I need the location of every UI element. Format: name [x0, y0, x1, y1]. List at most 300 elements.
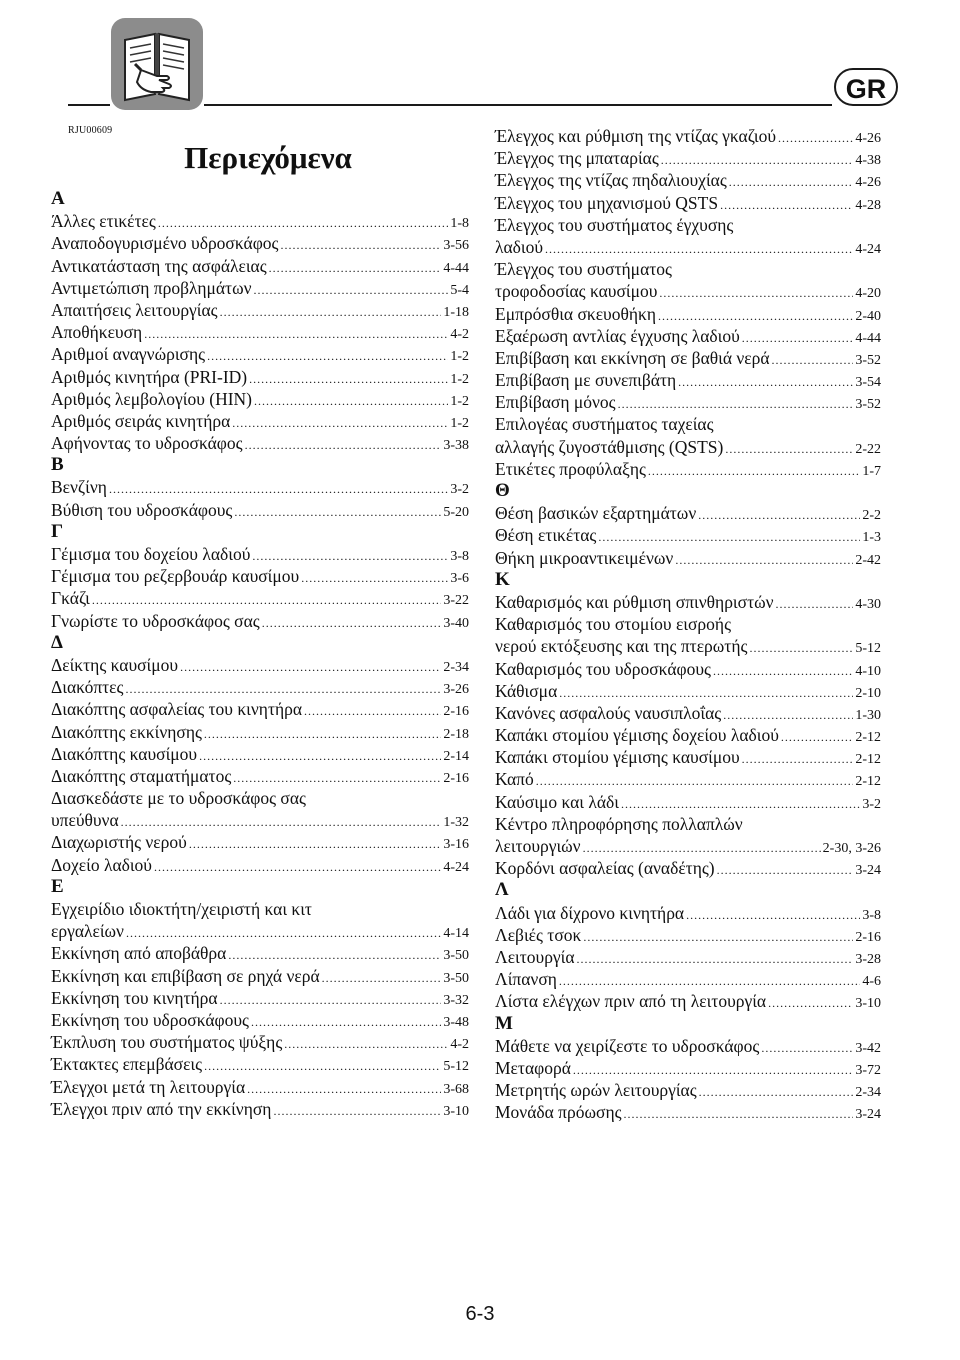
index-entry-page: 3-6 [450, 571, 469, 587]
dot-leader [686, 904, 860, 926]
index-entry-title: Αριθμοί αναγνώρισης [51, 344, 206, 365]
dot-leader [659, 282, 853, 304]
dot-leader [301, 567, 448, 589]
index-entry-title: Εκκίνηση και επιβίβαση σε ρηχά νερά [51, 965, 320, 986]
index-entry-page: 3-50 [443, 948, 469, 964]
index-entry [51, 942, 469, 964]
index-entry-title: Επιβίβαση και εκκίνηση σε βαθιά νερά [495, 347, 770, 368]
index-entry-title: Γκάζι [51, 588, 90, 609]
index-entry [495, 458, 881, 480]
dot-leader [207, 345, 448, 367]
dot-leader [559, 682, 853, 704]
index-entry-title: Μεταφορά [495, 1057, 571, 1078]
index-entry-page: 2-34 [443, 659, 469, 675]
index-entry-title: Λίστα ελέγχων πριν από τη λειτουργία [495, 991, 767, 1012]
index-entry-page: 2-16 [443, 704, 469, 720]
index-entry [495, 547, 881, 569]
index-entry-title: Αριθμός σειράς κινητήρα [51, 410, 231, 431]
index-entry [51, 432, 469, 454]
index-entry [51, 210, 469, 232]
index-entry-page: 1-7 [862, 463, 881, 479]
index-entry-title: Διακόπτης εκκίνησης [51, 721, 202, 742]
index-entry-title: Κανόνες ασφαλούς ναυσιπλοΐας [495, 702, 722, 723]
index-entry-page: 1-18 [443, 304, 469, 320]
dot-leader [778, 127, 853, 149]
dot-leader [232, 412, 448, 434]
index-entry-page: 1-2 [450, 349, 469, 365]
index-entry [51, 743, 469, 765]
dot-leader [720, 194, 853, 216]
dot-leader [678, 371, 853, 393]
index-entry [495, 303, 881, 325]
document-code: RJU00609 [68, 125, 113, 136]
index-entry-title: Θέση βασικών εξαρτημάτων [495, 503, 697, 524]
dot-leader [717, 859, 854, 881]
index-entry [51, 255, 469, 277]
dot-leader [109, 478, 448, 500]
index-entry-page: 3-8 [862, 907, 881, 923]
dot-leader [254, 279, 449, 301]
index-entry-page: 3-28 [855, 951, 881, 967]
dot-leader [725, 438, 853, 460]
index-entry-title: Έκτακτες επεμβάσεις [51, 1054, 203, 1075]
index-entry [495, 902, 881, 924]
dot-leader [144, 323, 448, 345]
index-entry-page: 2-12 [855, 730, 881, 746]
index-entry-page: 1-30 [855, 707, 881, 723]
index-entry [495, 325, 881, 347]
index-entry-title: υπεύθυνα [51, 810, 119, 831]
index-entry-title: Δείκτης καυσίμου [51, 654, 179, 675]
index-entry-title: Έλεγχοι μετά τη λειτουργία [51, 1076, 246, 1097]
index-entry [51, 343, 469, 365]
index-entry [51, 1076, 469, 1098]
index-entry-title: Εμπρόσθια σκευοθήκη [495, 303, 656, 324]
index-entry [495, 1057, 881, 1079]
dot-leader [661, 149, 854, 171]
index-entry [51, 277, 469, 299]
index-entry-page: 4-44 [855, 330, 881, 346]
index-entry-title: Βύθιση του υδροσκάφους [51, 499, 233, 520]
dot-leader [92, 589, 441, 611]
index-entry-page: 4-6 [862, 974, 881, 990]
index-entry-title: Αντικατάσταση της ασφάλειας [51, 255, 267, 276]
index-entry [51, 721, 469, 743]
index-entry [51, 543, 469, 565]
dot-leader [273, 1100, 441, 1122]
index-entry-title: λαδιού [495, 236, 544, 257]
index-entry-continued-line: Κέντρο πληροφόρησης πολλαπλών [495, 813, 743, 834]
index-entry [495, 192, 881, 214]
index-entry-page: 2-30, 3-26 [822, 841, 881, 856]
dot-leader [125, 678, 441, 700]
index-entry [51, 1098, 469, 1120]
index-entry-page: 3-50 [443, 970, 469, 986]
index-entry-page: 5-20 [443, 504, 469, 520]
index-entry-title: Διακόπτης ασφαλείας του κινητήρα [51, 699, 303, 720]
page-number: 6-3 [465, 1303, 495, 1325]
index-entry-title: Αποθήκευση [51, 322, 143, 343]
index-entry-continued-line: Έλεγχος του συστήματος έγχυσης [495, 214, 734, 235]
index-entry-title: Κορδόνι ασφαλείας (αναδέτης) [495, 858, 715, 879]
index-entry-title: Διακόπτης καυσίμου [51, 743, 198, 764]
index-entry-page: 3-16 [443, 837, 469, 853]
index-entry [51, 809, 469, 831]
index-entry [51, 587, 469, 609]
index-entry [51, 499, 469, 521]
index-entry-title: Άλλες ετικέτες [51, 211, 156, 232]
index-column-right [495, 125, 881, 1123]
dot-leader [776, 593, 854, 615]
dot-leader [583, 926, 853, 948]
index-entry-title: Έλεγχος της μπαταρίας [495, 148, 659, 169]
index-entry-page: 3-68 [443, 1081, 469, 1097]
index-entry-page: 3-54 [855, 375, 881, 391]
dot-leader [126, 922, 441, 944]
index-entry-title: Μάθετε να χειρίζεστε το υδροσκάφος [495, 1035, 760, 1056]
dot-leader [180, 656, 441, 678]
index-section-letter: Ε [51, 875, 64, 897]
index-entry-page: 3-40 [443, 615, 469, 631]
index-entry [51, 366, 469, 388]
dot-leader [233, 767, 441, 789]
index-entry [495, 280, 881, 302]
index-entry-title: Επιβίβαση μόνος [495, 392, 616, 413]
dot-leader [772, 349, 854, 371]
dot-leader [675, 549, 853, 571]
index-entry-title: λειτουργιών [495, 836, 581, 856]
index-entry [495, 591, 881, 613]
index-entry-title: Κάθισμα [495, 680, 558, 701]
index-entry-title: Καπό [495, 769, 534, 790]
index-entry-title: Αναποδογυρισμένο υδροσκάφος [51, 233, 279, 254]
dot-leader [280, 234, 441, 256]
index-entry-title: Λειτουργία [495, 946, 575, 967]
dot-leader [304, 700, 441, 722]
index-entry-title: Έλεγχος της ντίζας πηδαλιουχίας [495, 170, 727, 191]
index-entry-page: 3-38 [443, 438, 469, 454]
index-entry [495, 680, 881, 702]
index-entry [495, 768, 881, 790]
dot-leader [761, 1037, 853, 1059]
dot-leader [234, 501, 441, 523]
dot-leader [781, 726, 853, 748]
dot-leader [220, 989, 442, 1011]
index-entry [51, 765, 469, 787]
index-entry-title: Μετρητής ωρών λειτουργίας [495, 1080, 697, 1101]
index-entry [495, 946, 881, 968]
index-entry-page: 2-34 [855, 1085, 881, 1101]
index-entry [51, 965, 469, 987]
dot-leader [577, 948, 854, 970]
index-entry-page: 4-26 [855, 131, 881, 146]
index-entry-title: Επιβίβαση με συνεπιβάτη [495, 370, 677, 391]
index-entry-title: Γέμισμα του δοχείου λαδιού [51, 544, 251, 564]
index-entry [51, 410, 469, 432]
dot-leader [284, 1033, 448, 1055]
header-rule-left [68, 104, 110, 106]
index-entry-page: 4-10 [855, 663, 881, 679]
dot-leader [220, 301, 442, 323]
index-entry [495, 502, 881, 524]
index-entry-page: 3-42 [855, 1040, 881, 1056]
index-entry-title: Καθαρισμός του υδροσκάφους [495, 658, 711, 679]
index-entry-page: 4-14 [443, 926, 469, 942]
index-entry-page: 1-8 [450, 216, 469, 232]
index-entry-continued-line: Διασκεδάστε με το υδροσκάφος σας [51, 788, 306, 809]
index-entry-page: 3-2 [862, 796, 881, 812]
dot-leader [583, 837, 821, 859]
index-entry [51, 698, 469, 720]
index-entry [495, 369, 881, 391]
index-entry [495, 702, 881, 724]
index-entry-title: Εκκίνηση του κινητήρα [51, 987, 218, 1008]
index-entry [495, 835, 881, 857]
dot-leader [252, 545, 448, 567]
index-entry-title: Καπάκι στομίου γέμισης δοχείου λαδιού [495, 725, 779, 746]
index-entry-page: 3-24 [855, 863, 881, 879]
dot-leader [742, 748, 854, 770]
manual-book-icon [111, 18, 203, 110]
index-entry [495, 635, 881, 657]
index-entry-page: 3-32 [443, 992, 469, 1008]
index-section-letter: Β [51, 454, 64, 476]
dot-leader [245, 434, 442, 456]
dot-leader [713, 660, 853, 682]
index-entry-title: Διακόπτης σταματήματος [51, 765, 232, 786]
index-section-letter: Λ [495, 879, 509, 901]
index-section-letter: Δ [51, 631, 63, 653]
index-entry-page: 2-12 [855, 774, 881, 790]
index-entry-title: τροφοδοσίας καυσίμου [495, 281, 658, 302]
index-entry-page: 1-3 [862, 530, 881, 546]
language-badge: GR [834, 68, 898, 106]
index-entry [495, 1035, 881, 1057]
index-entry [51, 987, 469, 1009]
index-entry [51, 654, 469, 676]
index-entry-page: 4-28 [855, 197, 881, 213]
dot-leader [536, 770, 854, 792]
index-entry [495, 1079, 881, 1101]
index-entry-title: Λάδι για δίχρονο κινητήρα [495, 902, 685, 923]
dot-leader [699, 1081, 854, 1103]
dot-leader [204, 1055, 441, 1077]
dot-leader [698, 504, 860, 526]
index-section-letter: Α [51, 188, 65, 209]
index-entry-title: Γέμισμα του ρεζερβουάρ καυσίμου [51, 566, 300, 587]
index-entry [495, 791, 881, 813]
index-entry-title: Μονάδα πρόωσης [495, 1102, 622, 1123]
index-entry-page: 3-8 [450, 549, 469, 564]
dot-leader [598, 526, 860, 548]
index-entry-page: 4-20 [855, 286, 881, 302]
index-section-letter: Γ [51, 520, 64, 542]
index-entry [51, 854, 469, 876]
index-entry-page: 2-40 [855, 308, 881, 324]
dot-leader [254, 390, 448, 412]
index-entry [495, 147, 881, 169]
dot-leader [249, 368, 448, 390]
index-entry-page: 4-26 [855, 175, 881, 191]
index-entry-title: Αριθμός λεμβολογίου (HIN) [51, 388, 252, 409]
dot-leader [545, 238, 853, 260]
dot-leader [648, 460, 860, 482]
index-entry [495, 924, 881, 946]
dot-leader [251, 1011, 441, 1033]
dot-leader [658, 305, 853, 327]
dot-leader [269, 257, 442, 279]
dot-leader [559, 970, 860, 992]
dot-leader [189, 833, 442, 855]
index-entry-page: 3-10 [443, 1103, 469, 1119]
index-entry-continued-line: Καθαρισμός του στομίου εισροής [495, 614, 731, 635]
index-entry-page: 4-30 [855, 596, 881, 612]
index-entry-title: Λίπανση [495, 969, 557, 990]
index-entry-title: Ετικέτες προφύλαξης [495, 458, 646, 479]
dot-leader [158, 212, 448, 234]
dot-leader [723, 704, 853, 726]
index-entry-title: Γνωρίστε το υδροσκάφος σας [51, 610, 260, 631]
dot-leader [121, 811, 442, 833]
index-entry-page: 4-24 [443, 859, 469, 875]
index-entry-title: Εκκίνηση του υδροσκάφους [51, 1009, 249, 1030]
dot-leader [573, 1059, 853, 1081]
index-entry [51, 1053, 469, 1075]
index-entry-title: Έλεγχοι πριν από την εκκίνηση [51, 1098, 272, 1119]
index-entry-title: Καπάκι στομίου γέμισης καυσίμου [495, 747, 740, 768]
index-entry [495, 746, 881, 768]
index-entry [495, 125, 881, 147]
dot-leader [729, 171, 854, 193]
index-entry-page: 2-14 [443, 748, 469, 764]
index-entry-title: Έλεγχος του μηχανισμού QSTS [495, 192, 719, 213]
index-entry-page: 1-32 [443, 815, 469, 831]
dot-leader [199, 745, 441, 767]
index-entry-title: Θέση ετικέτας [495, 525, 597, 546]
index-entry [495, 436, 881, 458]
index-entry-page: 1-2 [450, 393, 469, 409]
index-entry-page: 5-4 [450, 282, 469, 298]
index-entry [51, 831, 469, 853]
dot-leader [621, 793, 860, 815]
index-entry-page: 3-10 [855, 996, 881, 1012]
index-entry [495, 236, 881, 258]
index-section-letter: Κ [495, 568, 510, 590]
dot-leader [624, 1103, 854, 1125]
index-entry-page: 4-2 [450, 1037, 469, 1053]
index-entry-title: Έκπλυση του συστήματος ψύξης [51, 1032, 283, 1053]
index-entry-title: Διακόπτες [51, 677, 124, 698]
index-entry-page: 3-52 [855, 352, 881, 368]
index-entry-page: 3-56 [443, 238, 469, 254]
index-column-left [51, 188, 469, 1120]
index-entry-title: Λεβιές τσοκ [495, 924, 582, 945]
index-entry-title: Έλεγχος και ρύθμιση της ντίζας γκαζιού [495, 126, 777, 146]
index-entry [495, 968, 881, 990]
index-entry-title: Εξαέρωση αντλίας έγχυσης λαδιού [495, 325, 740, 346]
dot-leader [228, 944, 441, 966]
index-entry [495, 169, 881, 191]
index-entry-page: 1-2 [450, 415, 469, 431]
index-entry-title: εργαλείων [51, 921, 124, 942]
index-entry-page: 2-2 [862, 508, 881, 524]
index-entry-page: 5-12 [443, 1059, 469, 1075]
dot-leader [262, 612, 442, 634]
index-entry-title: Εκκίνηση από αποβάθρα [51, 943, 227, 964]
index-entry-page: 4-24 [855, 241, 881, 257]
page-title: Περιεχόμενα [184, 140, 352, 175]
index-entry [495, 347, 881, 369]
dot-leader [204, 723, 441, 745]
index-entry-page: 3-72 [855, 1062, 881, 1078]
index-section-letter: Θ [495, 480, 510, 501]
dot-leader [618, 393, 854, 415]
index-entry-page: 2-18 [443, 726, 469, 742]
index-entry-title: Θήκη μικροαντικειμένων [495, 547, 674, 568]
index-entry [51, 565, 469, 587]
index-entry-page: 4-44 [443, 260, 469, 276]
index-entry-continued-line: Εγχειρίδιο ιδιοκτήτη/χειριστή και κιτ [51, 899, 312, 919]
index-entry [51, 321, 469, 343]
index-entry [51, 388, 469, 410]
index-entry-title: Καθαρισμός και ρύθμιση σπινθηριστών [495, 591, 774, 612]
index-entry [51, 299, 469, 321]
index-entry-page: 2-16 [855, 929, 881, 945]
index-entry [495, 724, 881, 746]
index-entry [51, 676, 469, 698]
index-entry-page: 2-22 [855, 441, 881, 457]
index-entry-page: 5-12 [855, 641, 881, 657]
index-entry-page: 3-26 [443, 682, 469, 698]
index-section-letter: Μ [495, 1012, 513, 1034]
index-entry [51, 610, 469, 632]
index-entry-page: 4-2 [450, 327, 469, 343]
index-entry-page: 3-48 [443, 1014, 469, 1030]
index-entry-continued-line: Έλεγχος του συστήματος [495, 259, 672, 280]
index-entry-title: Διαχωριστής νερού [51, 832, 187, 853]
index-entry [51, 1031, 469, 1053]
dot-leader [247, 1078, 441, 1100]
index-entry-title: Αφήνοντας το υδροσκάφος [51, 433, 243, 454]
index-entry [495, 1101, 881, 1123]
index-entry-page: 3-2 [450, 482, 469, 498]
dot-leader [322, 967, 442, 989]
index-entry-continued-line: Επιλογέας συστήματος ταχείας [495, 414, 714, 435]
dot-leader [742, 327, 854, 349]
index-entry-page: 2-16 [443, 770, 469, 786]
dot-leader [768, 992, 853, 1014]
index-entry-page: 2-42 [855, 552, 881, 568]
index-entry [495, 857, 881, 879]
dot-leader [749, 637, 853, 659]
index-entry-title: αλλαγής ζυγοστάθμισης (QSTS) [495, 436, 724, 457]
index-entry-page: 3-24 [855, 1107, 881, 1123]
index-entry-title: Αριθμός κινητήρα (PRI-ID) [51, 366, 248, 387]
index-entry-title: Καύσιμο και λάδι [495, 791, 619, 812]
index-entry [51, 232, 469, 254]
index-entry [51, 920, 469, 942]
index-entry-page: 3-22 [443, 593, 469, 609]
index-entry [495, 391, 881, 413]
index-entry [51, 1009, 469, 1031]
header-rule-right [204, 104, 832, 106]
index-entry-page: 2-10 [855, 685, 881, 701]
index-entry-title: Αντιμετώπιση προβλημάτων [51, 277, 252, 298]
index-entry-page: 1-2 [450, 371, 469, 387]
index-entry-title: Απαιτήσεις λειτουργίας [51, 299, 218, 320]
index-entry-page: 4-38 [855, 153, 881, 169]
index-entry-page: 2-12 [855, 752, 881, 768]
